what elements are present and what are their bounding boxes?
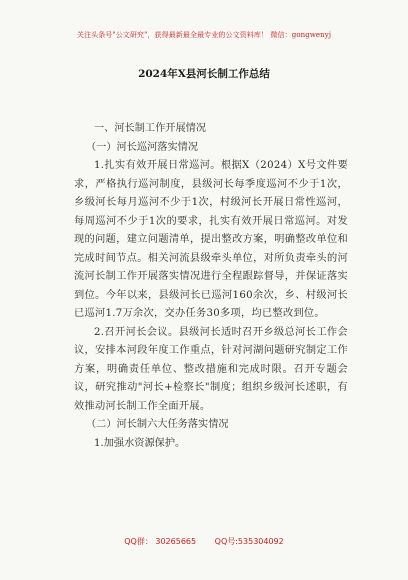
section-heading: 一、河长制工作开展情况 — [94, 123, 207, 134]
subsection-heading: （一）河长巡河落实情况 — [86, 141, 199, 153]
document-title: 2024年X县河长制工作总结 — [138, 68, 270, 80]
contact-footer — [0, 536, 408, 547]
qq-number-text: QQ号:535304092 — [214, 537, 284, 546]
qq-group-text: QQ群： 30265665 — [124, 537, 197, 546]
paragraph: 2.召开河长会议。县级河长适时召开乡级总河长工作会议，安排本河段年度工作重点，针对河湖问题研究制定工作方案，明确责任单位、整改措施和完成时限。召开专题会议，研究推动"河长+检察长"制度；组织乡级河长述职，有效推动河长制工作全面开展。 — [74, 326, 348, 412]
paragraph: 1.扎实有效开展日常巡河。根据X（2024）X号文件要求，严格执行巡河制度，县级河长每季度巡河不少于1次，乡级河长每月巡河不少于1次，村级河长开展日常性巡河，每周巡河不少于1次的要求，扎实有效开展日常巡河。对发现的问题，建立问题清单，提出整改方案，明确整改单位和完成时间节点。相关河流县级牵头单位，对所负责牵头的河流河长制工作开展落实情况进行全程跟踪督导，并保证落实到位。今年以来，县级河长已巡河160余次，乡、村级河长已巡河1.7万余次，交办任务30多项，均已整改到位。 — [74, 160, 348, 319]
subsection-heading: （二）河长制六大任务落实情况 — [86, 419, 229, 430]
promo-banner: 关注头条号"公文研究"，获得最新最全最专业的公文资料库！ 微信：gongwenyj — [76, 31, 332, 39]
document-body — [74, 120, 348, 453]
list-item: 1.加强水资源保护。 — [94, 437, 186, 449]
